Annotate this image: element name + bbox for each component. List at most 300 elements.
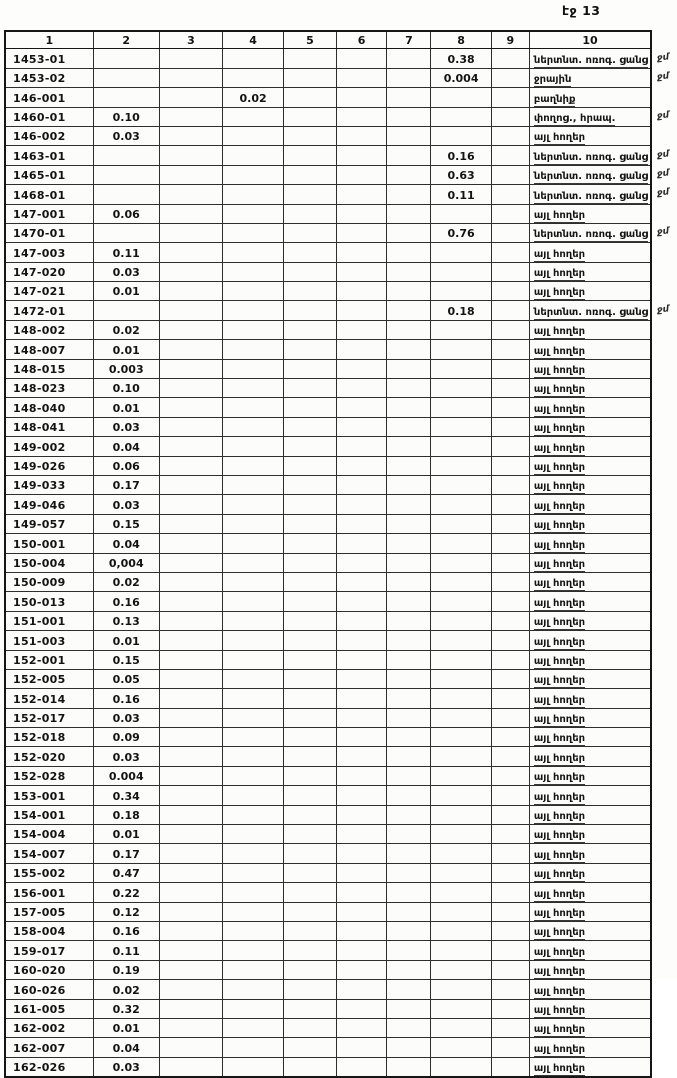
table-cell-col4 xyxy=(223,126,284,145)
table-cell-col2: 0.15 xyxy=(93,650,159,669)
margin-note: ջմ xyxy=(656,148,670,161)
margin-note xyxy=(651,689,676,708)
table-cell-col9 xyxy=(491,534,529,553)
table-cell-col4 xyxy=(223,883,284,902)
table-cell-col10 xyxy=(529,766,651,785)
table-cell-col7 xyxy=(387,863,431,882)
land-use-label: ներտնտ. ոռոգ. ցանց xyxy=(533,171,649,183)
margin-note xyxy=(651,592,676,611)
table-cell-col1: 148-023 xyxy=(5,379,93,398)
table-cell-col9 xyxy=(491,456,529,475)
table-cell-col1: 160-026 xyxy=(5,980,93,999)
table-cell-col4 xyxy=(223,650,284,669)
table-cell-col10 xyxy=(529,456,651,475)
table-cell-col4 xyxy=(223,243,284,262)
table-cell-col9 xyxy=(491,805,529,824)
table-cell-col1: 160-020 xyxy=(5,960,93,979)
table-row xyxy=(5,747,676,766)
table-cell-col4 xyxy=(223,553,284,572)
table-cell-col5 xyxy=(284,921,337,940)
margin-note xyxy=(651,980,676,999)
table-cell-col9 xyxy=(491,728,529,747)
table-cell-col6 xyxy=(336,1057,387,1077)
land-use-label: այլ հողեր xyxy=(533,481,586,493)
table-cell-col1: 152-028 xyxy=(5,766,93,785)
table-cell-col7 xyxy=(387,475,431,494)
table-cell-col1: 1468-01 xyxy=(5,185,93,204)
land-use-label: այլ հողեր xyxy=(533,461,586,473)
table-cell-col2: 0.19 xyxy=(93,960,159,979)
table-cell-col7 xyxy=(387,728,431,747)
table-cell-col4 xyxy=(223,863,284,882)
table-cell-col10 xyxy=(529,980,651,999)
table-cell-col5 xyxy=(284,689,337,708)
table-cell-col4 xyxy=(223,534,284,553)
table-cell-col5 xyxy=(284,960,337,979)
table-cell-col4 xyxy=(223,417,284,436)
table-cell-col2: 0.01 xyxy=(93,631,159,650)
table-cell-col5 xyxy=(284,999,337,1018)
table-cell-col4 xyxy=(223,921,284,940)
table-cell-col7 xyxy=(387,282,431,301)
table-row xyxy=(5,1038,676,1057)
table-cell-col8 xyxy=(431,708,491,727)
margin-note xyxy=(651,728,676,747)
table-cell-col5 xyxy=(284,805,337,824)
table-cell-col6 xyxy=(336,999,387,1018)
table-cell-col1: 147-021 xyxy=(5,282,93,301)
table-cell-col5 xyxy=(284,456,337,475)
table-cell-col4 xyxy=(223,805,284,824)
table-cell-col7 xyxy=(387,611,431,630)
table-cell-col4 xyxy=(223,631,284,650)
table-cell-col8 xyxy=(431,786,491,805)
table-cell-col3 xyxy=(159,611,222,630)
table-cell-col7 xyxy=(387,999,431,1018)
land-use-label: այլ հողեր xyxy=(533,287,586,299)
table-cell-col8 xyxy=(431,553,491,572)
table-cell-col1: 152-014 xyxy=(5,689,93,708)
table-cell-col7 xyxy=(387,146,431,165)
table-cell-col1: 162-007 xyxy=(5,1038,93,1057)
table-cell-col1: 149-002 xyxy=(5,437,93,456)
table-cell-col2: 0.01 xyxy=(93,340,159,359)
table-cell-col5 xyxy=(284,398,337,417)
table-cell-col3 xyxy=(159,282,222,301)
table-row xyxy=(5,863,676,882)
table-cell-col8 xyxy=(431,262,491,281)
table-cell-col7 xyxy=(387,631,431,650)
table-cell-col5 xyxy=(284,1057,337,1077)
margin-note xyxy=(651,320,676,339)
land-use-label: ներտնտ. ոռոգ. ցանց xyxy=(533,306,649,318)
table-cell-col10 xyxy=(529,514,651,533)
land-use-label: այլ հողեր xyxy=(533,946,586,958)
table-cell-col10 xyxy=(529,417,651,436)
table-cell-col4 xyxy=(223,960,284,979)
table-cell-col4: 0.02 xyxy=(223,88,284,107)
table-cell-col2 xyxy=(93,146,159,165)
table-cell-col3 xyxy=(159,825,222,844)
table-cell-col9 xyxy=(491,146,529,165)
land-use-label: այլ հողեր xyxy=(533,1043,586,1055)
table-cell-col6 xyxy=(336,747,387,766)
table-cell-col6 xyxy=(336,650,387,669)
table-cell-col2: 0.10 xyxy=(93,107,159,126)
table-cell-col3 xyxy=(159,766,222,785)
table-cell-col1: 155-002 xyxy=(5,863,93,882)
table-cell-col8 xyxy=(431,456,491,475)
table-cell-col1: 149-033 xyxy=(5,475,93,494)
table-cell-col2: 0.11 xyxy=(93,243,159,262)
table-cell-col8 xyxy=(431,941,491,960)
table-cell-col7 xyxy=(387,262,431,281)
table-cell-col4 xyxy=(223,475,284,494)
land-use-label: այլ հողեր xyxy=(533,268,586,280)
table-cell-col10 xyxy=(529,611,651,630)
table-cell-col9 xyxy=(491,553,529,572)
table-cell-col4 xyxy=(223,728,284,747)
land-use-label: այլ հողեր xyxy=(533,733,586,745)
column-header-6: 6 xyxy=(336,31,387,49)
table-cell-col2: 0.03 xyxy=(93,1057,159,1077)
table-cell-col7 xyxy=(387,417,431,436)
table-cell-col8 xyxy=(431,417,491,436)
table-cell-col1: 1472-01 xyxy=(5,301,93,320)
table-cell-col5 xyxy=(284,49,337,68)
table-cell-col1: 1453-01 xyxy=(5,49,93,68)
table-cell-col5 xyxy=(284,650,337,669)
table-cell-col5 xyxy=(284,766,337,785)
table-cell-col4 xyxy=(223,301,284,320)
table-cell-col9 xyxy=(491,359,529,378)
table-cell-col1: 148-007 xyxy=(5,340,93,359)
table-cell-col3 xyxy=(159,689,222,708)
table-cell-col2: 0.17 xyxy=(93,844,159,863)
table-cell-col10 xyxy=(529,320,651,339)
table-cell-col8: 0.38 xyxy=(431,49,491,68)
table-cell-col7 xyxy=(387,301,431,320)
table-cell-col1: 151-003 xyxy=(5,631,93,650)
table-row xyxy=(5,689,676,708)
table-cell-col8: 0.63 xyxy=(431,165,491,184)
table-cell-col2: 0.02 xyxy=(93,320,159,339)
table-row xyxy=(5,999,676,1018)
table-cell-col6 xyxy=(336,88,387,107)
margin-note xyxy=(651,902,676,921)
table-cell-col3 xyxy=(159,320,222,339)
table-cell-col2 xyxy=(93,88,159,107)
table-cell-col2: 0.09 xyxy=(93,728,159,747)
table-cell-col10 xyxy=(529,786,651,805)
table-cell-col7 xyxy=(387,902,431,921)
table-row xyxy=(5,88,676,107)
table-cell-col3 xyxy=(159,88,222,107)
margin-note xyxy=(651,514,676,533)
table-cell-col10 xyxy=(529,902,651,921)
table-cell-col1: 158-004 xyxy=(5,921,93,940)
table-cell-col4 xyxy=(223,340,284,359)
table-cell-col6 xyxy=(336,417,387,436)
table-cell-col6 xyxy=(336,495,387,514)
table-cell-col9 xyxy=(491,883,529,902)
table-cell-col8 xyxy=(431,88,491,107)
table-cell-col10 xyxy=(529,204,651,223)
table-cell-col7 xyxy=(387,883,431,902)
table-cell-col10 xyxy=(529,1057,651,1077)
table-cell-col8 xyxy=(431,1018,491,1037)
table-cell-col4 xyxy=(223,766,284,785)
table-cell-col10 xyxy=(529,669,651,688)
table-cell-col7 xyxy=(387,398,431,417)
table-cell-col3 xyxy=(159,107,222,126)
table-row xyxy=(5,902,676,921)
margin-note xyxy=(651,960,676,979)
table-cell-col6 xyxy=(336,960,387,979)
table-row xyxy=(5,766,676,785)
table-cell-col7 xyxy=(387,708,431,727)
table-cell-col9 xyxy=(491,301,529,320)
table-cell-col3 xyxy=(159,379,222,398)
table-header xyxy=(5,31,676,49)
table-cell-col2: 0.01 xyxy=(93,1018,159,1037)
table-cell-col2: 0.18 xyxy=(93,805,159,824)
table-cell-col9 xyxy=(491,941,529,960)
table-cell-col7 xyxy=(387,185,431,204)
table-cell-col10 xyxy=(529,960,651,979)
table-row xyxy=(5,611,676,630)
column-header-9: 9 xyxy=(491,31,529,49)
margin-note xyxy=(651,611,676,630)
land-use-label: այլ հողեր xyxy=(533,636,586,648)
table-cell-col3 xyxy=(159,786,222,805)
table-cell-col1: 162-026 xyxy=(5,1057,93,1077)
table-cell-col9 xyxy=(491,1038,529,1057)
margin-note xyxy=(651,766,676,785)
table-cell-col3 xyxy=(159,844,222,863)
table-cell-col6 xyxy=(336,572,387,591)
table-cell-col8 xyxy=(431,572,491,591)
table-cell-col4 xyxy=(223,456,284,475)
table-cell-col2: 0.03 xyxy=(93,417,159,436)
table-cell-col5 xyxy=(284,320,337,339)
table-cell-col9 xyxy=(491,49,529,68)
table-cell-col10 xyxy=(529,49,651,68)
table-cell-col6 xyxy=(336,49,387,68)
margin-note xyxy=(651,921,676,940)
table-cell-col5 xyxy=(284,68,337,87)
table-row xyxy=(5,126,676,145)
margin-note xyxy=(651,126,676,145)
margin-note xyxy=(651,88,676,107)
table-row xyxy=(5,592,676,611)
table-cell-col4 xyxy=(223,165,284,184)
table-cell-col2: 0.16 xyxy=(93,592,159,611)
table-cell-col10 xyxy=(529,708,651,727)
margin-note xyxy=(651,1057,676,1077)
land-use-label: այլ հողեր xyxy=(533,830,586,842)
table-cell-col1: 149-057 xyxy=(5,514,93,533)
table-cell-col5 xyxy=(284,883,337,902)
table-row xyxy=(5,941,676,960)
table-cell-col6 xyxy=(336,262,387,281)
table-cell-col2: 0.03 xyxy=(93,708,159,727)
table-cell-col5 xyxy=(284,107,337,126)
margin-note: ջմ xyxy=(656,71,670,83)
table-cell-col8 xyxy=(431,320,491,339)
table-cell-col8 xyxy=(431,747,491,766)
table-cell-col4 xyxy=(223,1018,284,1037)
table-row xyxy=(5,204,676,223)
margin-note xyxy=(651,243,676,262)
table-row xyxy=(5,340,676,359)
land-use-label: այլ հողեր xyxy=(533,714,586,726)
margin-note xyxy=(651,340,676,359)
table-cell-col6 xyxy=(336,941,387,960)
table-cell-col8 xyxy=(431,437,491,456)
table-cell-col6 xyxy=(336,320,387,339)
table-cell-col5 xyxy=(284,863,337,882)
table-cell-col7 xyxy=(387,980,431,999)
land-use-label: այլ հողեր xyxy=(533,869,586,881)
table-cell-col9 xyxy=(491,592,529,611)
table-cell-col3 xyxy=(159,417,222,436)
table-cell-col8 xyxy=(431,204,491,223)
column-header-7: 7 xyxy=(387,31,431,49)
table-cell-col9 xyxy=(491,786,529,805)
table-cell-col1: 152-017 xyxy=(5,708,93,727)
table-cell-col8 xyxy=(431,243,491,262)
table-cell-col4 xyxy=(223,1057,284,1077)
table-cell-col10 xyxy=(529,359,651,378)
table-cell-col1: 152-018 xyxy=(5,728,93,747)
table-cell-col4 xyxy=(223,398,284,417)
table-cell-col3 xyxy=(159,495,222,514)
table-cell-col8 xyxy=(431,980,491,999)
table-row xyxy=(5,437,676,456)
table-cell-col1: 1470-01 xyxy=(5,223,93,242)
table-cell-col6 xyxy=(336,301,387,320)
table-row xyxy=(5,883,676,902)
land-use-label: այլ հողեր xyxy=(533,617,586,629)
land-use-label: այլ հողեր xyxy=(533,1004,586,1016)
table-cell-col7 xyxy=(387,1018,431,1037)
table-cell-col10 xyxy=(529,475,651,494)
table-cell-col2: 0.06 xyxy=(93,204,159,223)
land-use-label: այլ հողեր xyxy=(533,403,586,415)
table-cell-col1: 150-009 xyxy=(5,572,93,591)
table-cell-col10 xyxy=(529,1018,651,1037)
table-cell-col6 xyxy=(336,805,387,824)
margin-note: ջմ xyxy=(656,110,670,122)
table-cell-col5 xyxy=(284,437,337,456)
table-cell-col2: 0.01 xyxy=(93,825,159,844)
table-cell-col8 xyxy=(431,650,491,669)
table-cell-col3 xyxy=(159,534,222,553)
table-cell-col6 xyxy=(336,689,387,708)
table-row xyxy=(5,282,676,301)
table-cell-col4 xyxy=(223,282,284,301)
table-cell-col10 xyxy=(529,88,651,107)
table-cell-col7 xyxy=(387,592,431,611)
table-cell-col2 xyxy=(93,185,159,204)
table-cell-col5 xyxy=(284,417,337,436)
table-cell-col5 xyxy=(284,495,337,514)
table-cell-col7 xyxy=(387,126,431,145)
table-cell-col8 xyxy=(431,495,491,514)
table-cell-col7 xyxy=(387,1038,431,1057)
column-header-10: 10 xyxy=(529,31,651,49)
table-cell-col5 xyxy=(284,88,337,107)
table-cell-col10 xyxy=(529,553,651,572)
land-use-label: այլ հողեր xyxy=(533,927,586,939)
table-cell-col5 xyxy=(284,669,337,688)
table-cell-col2: 0.004 xyxy=(93,766,159,785)
table-cell-col4 xyxy=(223,786,284,805)
table-cell-col10 xyxy=(529,534,651,553)
margin-note xyxy=(651,1018,676,1037)
table-cell-col7 xyxy=(387,553,431,572)
column-header-8: 8 xyxy=(431,31,491,49)
table-cell-col1: 154-001 xyxy=(5,805,93,824)
table-cell-col2 xyxy=(93,165,159,184)
table-row xyxy=(5,107,676,126)
table-cell-col7 xyxy=(387,320,431,339)
table-cell-col8 xyxy=(431,689,491,708)
table-cell-col4 xyxy=(223,844,284,863)
table-cell-col9 xyxy=(491,340,529,359)
land-use-label: փողոց., հրապ. xyxy=(533,112,616,124)
table-cell-col7 xyxy=(387,689,431,708)
table-cell-col8 xyxy=(431,1057,491,1077)
table-cell-col4 xyxy=(223,689,284,708)
table-cell-col4 xyxy=(223,262,284,281)
table-cell-col7 xyxy=(387,514,431,533)
table-cell-col7 xyxy=(387,669,431,688)
table-cell-col3 xyxy=(159,902,222,921)
margin-note xyxy=(651,747,676,766)
table-row xyxy=(5,786,676,805)
table-cell-col1: 148-015 xyxy=(5,359,93,378)
table-cell-col9 xyxy=(491,747,529,766)
table-cell-col7 xyxy=(387,437,431,456)
table-cell-col4 xyxy=(223,107,284,126)
land-use-label: այլ հողեր xyxy=(533,132,586,144)
land-use-label: այլ հողեր xyxy=(533,520,586,532)
table-cell-col1: 149-026 xyxy=(5,456,93,475)
table-cell-col5 xyxy=(284,340,337,359)
margin-note xyxy=(651,495,676,514)
table-cell-col10 xyxy=(529,863,651,882)
table-cell-col1: 148-002 xyxy=(5,320,93,339)
table-cell-col2: 0.10 xyxy=(93,379,159,398)
table-cell-col8 xyxy=(431,728,491,747)
land-use-label: այլ հողեր xyxy=(533,1024,586,1036)
table-cell-col6 xyxy=(336,185,387,204)
table-row xyxy=(5,359,676,378)
land-use-label: այլ հողեր xyxy=(533,500,586,512)
table-cell-col8 xyxy=(431,825,491,844)
table-cell-col8 xyxy=(431,669,491,688)
table-cell-col1: 147-001 xyxy=(5,204,93,223)
table-cell-col9 xyxy=(491,475,529,494)
land-use-label: այլ հողեր xyxy=(533,985,586,997)
table-cell-col3 xyxy=(159,359,222,378)
table-cell-col4 xyxy=(223,437,284,456)
table-cell-col8 xyxy=(431,611,491,630)
table-cell-col2: 0.003 xyxy=(93,359,159,378)
table-cell-col6 xyxy=(336,980,387,999)
